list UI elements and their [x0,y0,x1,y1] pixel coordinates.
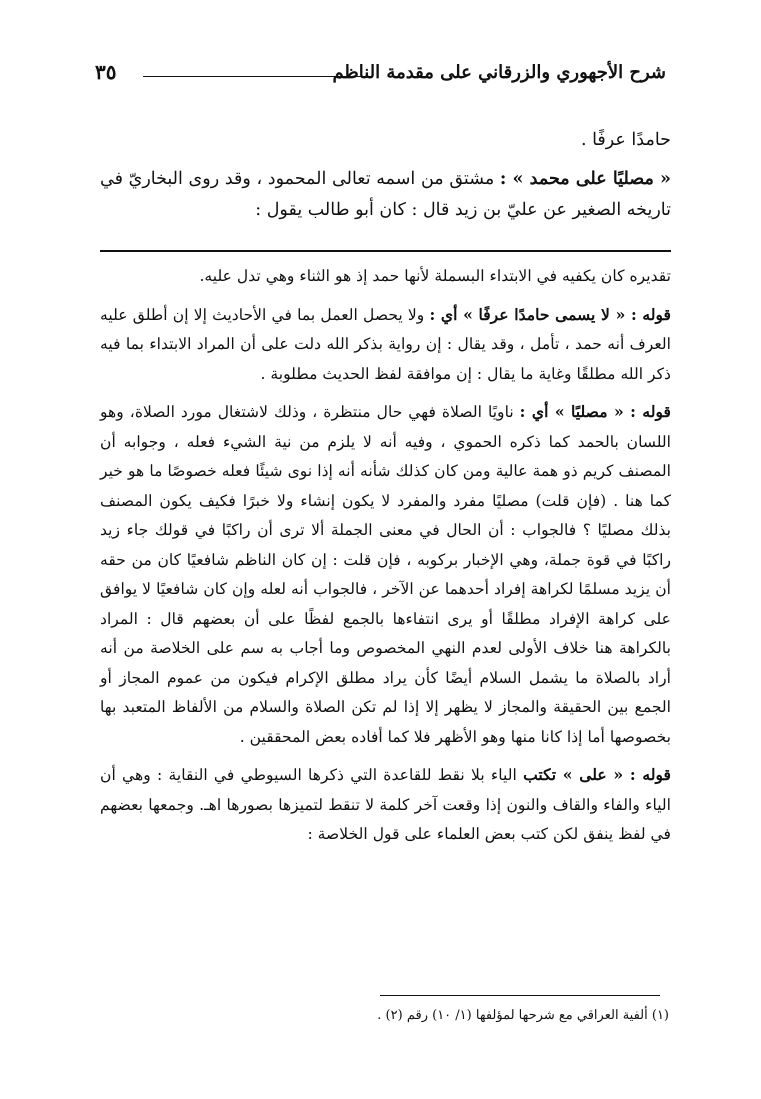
commentary-text [100,262,671,858]
lemma: قوله : « على » تكتب [523,765,672,784]
commentary-paragraph [100,397,671,752]
main-paragraph [100,125,671,156]
main-paragraph [100,164,671,226]
commentary-paragraph [100,262,671,292]
commentary-paragraph-text: تقديره كان يكفيه في الابتداء البسملة لأنها حمد إذ هو الثناء وهي تدل عليه. [199,267,671,285]
commentary-paragraph [100,300,671,390]
page-number: ٣٥ [95,60,117,84]
main-text [100,125,671,238]
footnote-rule [380,995,660,996]
commentary-paragraph-text: ولا يحصل العمل بما في الأحاديث إلا إن أطلق عليه العرف أنه حمد ، تأمل ، وقد يقال : إن رواية بذكر الله دلت على أن المراد الابتداء بما فيه ذكر الله مطلقًا وغاية ما يقال : إن موافقة لفظ الحديث مطلوبة . [100,305,671,383]
header-rule [143,76,366,77]
page-header [95,60,666,94]
commentary-paragraph [100,760,671,850]
commentary-paragraph-text: الياء بلا نقط للقاعدة التي ذكرها السيوطي في النقاية : وهي أن الياء والفاء والقاف والنون إذا وقعت آخر كلمة لا تنقط لتميزها بصورها اهـ. وجمعها بعضهم في لفظ ينفق لكن كتب بعض العلماء على قول الخلاصة : [100,766,671,843]
section-divider [100,250,671,252]
lemma: « مصليًا على محمد » : [499,169,671,189]
footnote: (١) ألفية العراقي مع شرحها لمؤلفها (١/ ١٠) رقم (٢) . [377,1008,669,1023]
main-paragraph-text: مشتق من اسمه تعالى المحمود ، وقد روى البخاريّ في تاريخه الصغير عن عليّ بن زيد قال : كان أبو طالب يقول : [100,169,671,220]
running-title: شرح الأجهوري والزرقاني على مقدمة الناظم [332,62,666,83]
lemma: قوله : « لا يسمى حامدًا عرفًا » أي : [429,304,671,324]
commentary-paragraph-text: ناويًا الصلاة فهي حال منتظرة ، وذلك لاشتغال مورد الصلاة، وهو اللسان بالحمد كما ذكره الحموي ، وفيه أنه لا يلزم من نية الشيء فعله ، وجوابه أن المصنف كريم ذو همة عالية ومن كان كذلك شأنه أنه إذا نوى شيئًا فعله خصوصًا ما هو خير كما هنا . (فإن قلت) مصليًا مفرد والمفرد لا يكون إنشاء ولا خبرًا فكيف يكون المصنف بذلك مصليًا ؟ فالجواب : أن الحال في معنى الجملة ألا ترى أن راكبًا في قولك جاء زيد راكبًا في قوة جملة، وهي الإخبار بركوبه ، فإن قلت : إن كان الناظم شافعيًا كان من حقه أن يزيد مسلمًا لكراهة إفراد أحدهما عن الآخر ، فالجواب أنه لعله وإن كان شافعيًا لا يوافق على كراهة الإفراد مطلقًا أو يرى انتفاءها بالجمع لفظًا على أن بعضهم قال : المراد بالكراهة هنا خلاف الأولى لعدم النهي المخصوص وما أجاب به سم على الخلاصة من أنه أراد بالصلاة ما يشمل السلام أيضًا كأن يراد مطلق الإكرام فيكون من عموم المجاز أو الجمع بين الحقيقة والمجاز لا يظهر إلا إذا لم تكن الصلاة والسلام من الألفاظ المتعبد بها بخصوصها أما إذا كانا منها وهو الأظهر فلا كما أفاده بعض المحققين . [100,403,671,746]
main-paragraph-text: حامدًا عرفًا . [580,130,671,150]
lemma: قوله : « مصليًا » أي : [519,402,671,421]
